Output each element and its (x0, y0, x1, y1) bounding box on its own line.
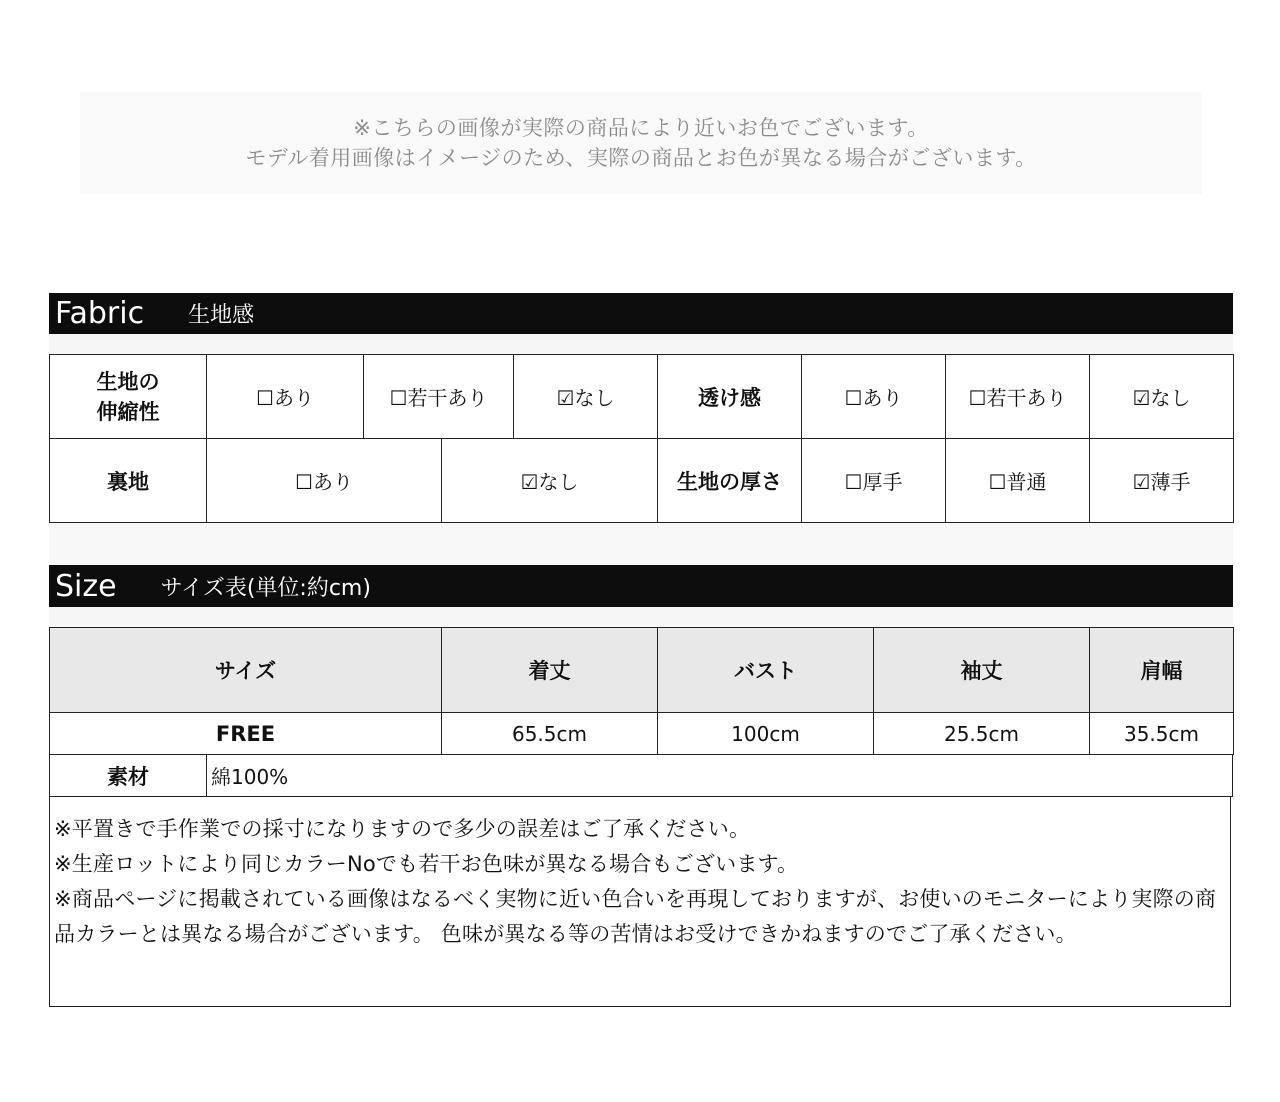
fabric-row-lining (50, 439, 1234, 523)
bust-value: 100cm (658, 713, 874, 755)
stretch-option-slight: ☐若干あり (364, 355, 514, 439)
size-value: FREE (50, 713, 442, 755)
stretch-label: 生地の 伸縮性 (50, 355, 207, 439)
lining-option-yes: ☐あり (207, 439, 442, 523)
size-col-shoulder: 肩幅 (1090, 628, 1234, 713)
note-line-3: ※商品ページに掲載されている画像はなるべく実物に近い色合いを再現しておりますが、お使いのモニターにより実際の商品カラーとは異なる場合がございます。 色味が異なる等の苦情はお受けできかねますのでご了承ください。 (54, 887, 1217, 946)
note-line-1: ※平置きで手作業での採寸になりますので多少の誤差はご了承ください。 (54, 817, 751, 841)
size-col-size: サイズ (50, 628, 442, 713)
stretch-option-none: ☑なし (514, 355, 658, 439)
lining-label: 裏地 (50, 439, 207, 523)
color-notice (80, 92, 1202, 194)
sheer-option-none: ☑なし (1090, 355, 1234, 439)
size-title-jp: サイズ表(単位:約cm) (160, 575, 371, 601)
material-row (49, 754, 1233, 796)
size-col-bust: バスト (658, 628, 874, 713)
table-row (50, 713, 1234, 755)
size-title-en: Size (55, 568, 117, 604)
fabric-title-jp: 生地感 (188, 303, 255, 328)
sheer-label: 透け感 (658, 355, 802, 439)
size-header-row (50, 628, 1234, 713)
fabric-table (49, 354, 1231, 522)
lining-option-none: ☑なし (442, 439, 658, 523)
length-value: 65.5cm (442, 713, 658, 755)
measurement-notes (49, 796, 1231, 1007)
fabric-title-en: Fabric (55, 296, 145, 331)
color-notice-line-1: ※こちらの画像が実際の商品により近いお色でございます。 (353, 116, 929, 140)
fabric-row-stretch (50, 355, 1234, 439)
color-notice-line-2: モデル着用画像はイメージのため、実際の商品とお色が異なる場合がございます。 (245, 146, 1037, 170)
fabric-spacer (49, 334, 1233, 354)
size-col-sleeve: 袖丈 (874, 628, 1090, 713)
sheer-option-slight: ☐若干あり (946, 355, 1090, 439)
material-value: 綿100% (207, 755, 1233, 797)
size-header (49, 565, 1233, 607)
thickness-option-thin: ☑薄手 (1090, 439, 1234, 523)
thickness-option-thick: ☐厚手 (802, 439, 946, 523)
thickness-label: 生地の厚さ (658, 439, 802, 523)
section-spacer (49, 523, 1233, 564)
sheer-option-yes: ☐あり (802, 355, 946, 439)
size-table (49, 627, 1233, 754)
fabric-header (49, 293, 1233, 334)
shoulder-value: 35.5cm (1090, 713, 1234, 755)
material-label: 素材 (50, 755, 207, 797)
size-col-length: 着丈 (442, 628, 658, 713)
sleeve-value: 25.5cm (874, 713, 1090, 755)
thickness-option-normal: ☐普通 (946, 439, 1090, 523)
note-line-2: ※生産ロットにより同じカラーNoでも若干お色味が異なる場合もございます。 (54, 852, 799, 876)
stretch-option-yes: ☐あり (207, 355, 364, 439)
size-spacer (49, 607, 1233, 627)
